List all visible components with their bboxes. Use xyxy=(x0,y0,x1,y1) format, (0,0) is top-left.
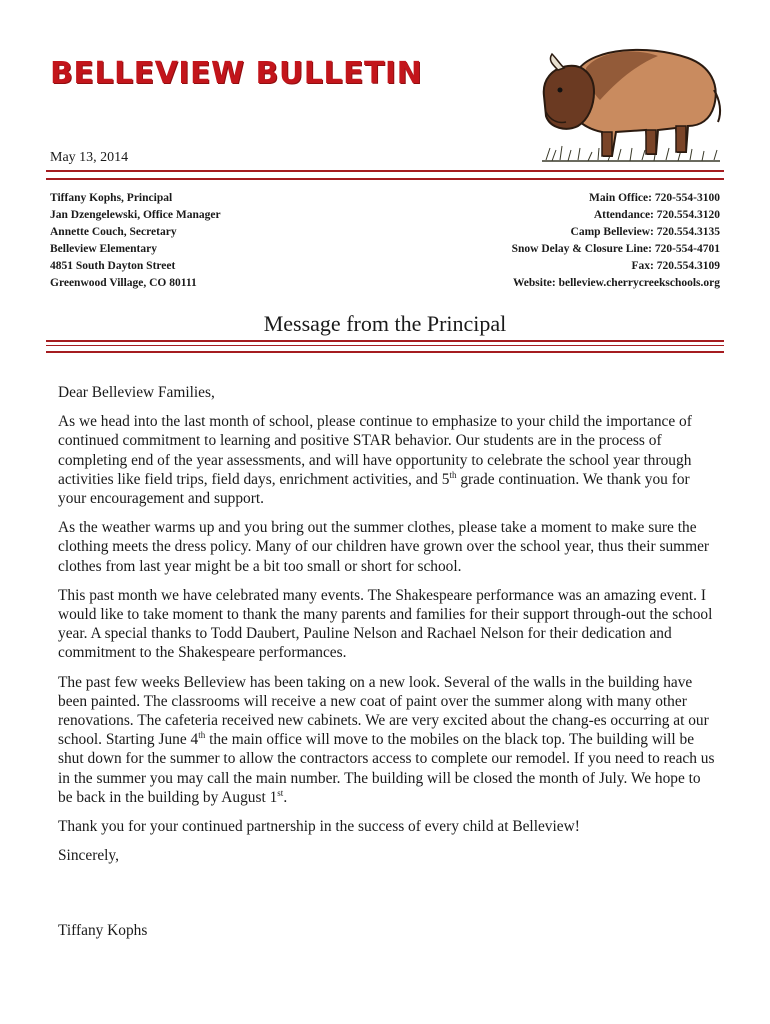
paragraph-text: As we head into the last month of school, please continue to emphasize to your child the importance of continued commitment to learning and positive STAR behavior. Our students are in the process of completing end of the year assessments, and will have opportunity to celebrate the school year through activities like field trips, field days, enrichment activities, and 5 xyxy=(58,413,692,488)
ordinal-suffix: th xyxy=(198,730,206,741)
ordinal-suffix: st xyxy=(277,787,284,798)
fax-line: Fax: 720.554.3109 xyxy=(631,260,720,273)
phone-contact-block xyxy=(512,190,720,293)
letter-paragraph xyxy=(58,412,718,508)
section-divider xyxy=(46,340,724,353)
website-line: Website: belleview.cherrycreekschools.org xyxy=(512,277,720,290)
staff-line: Jan Dzengelewski, Office Manager xyxy=(50,209,221,222)
issue-date: May 13, 2014 xyxy=(50,150,129,165)
paragraph-text: grade continuation. We thank you for your encouragement and support. xyxy=(58,470,690,508)
staff-line: Tiffany Kophs, Principal xyxy=(50,192,173,204)
staff-contact-block xyxy=(50,190,221,293)
phone-line: Attendance: 720.554.3120 xyxy=(593,209,720,222)
bison-mascot-image xyxy=(538,40,724,164)
paragraph-text: The past few weeks Belleview has been taking on a new look. Several of the walls in the building have been painted. The classrooms will receive a new coat of paint over the summer along with many other renovations. The cafeteria received new cabinets. We are very excited about the chang-es occurring at our school. Starting June 4 xyxy=(58,673,709,749)
phone-line: Camp Belleview: 720.554.3135 xyxy=(570,226,720,239)
phone-line: Main Office: 720-554-3100 xyxy=(589,192,720,204)
paragraph-text: . xyxy=(283,788,288,806)
section-heading: Message from the Principal xyxy=(263,311,507,336)
letter-paragraph xyxy=(58,673,718,807)
greeting: Dear Belleview Families, xyxy=(58,384,215,401)
closing: Sincerely, xyxy=(58,847,119,865)
city-address: Greenwood Village, CO 80111 xyxy=(50,277,197,290)
street-address: 4851 South Dayton Street xyxy=(50,260,176,273)
phone-line: Snow Delay & Closure Line: 720-554-4701 xyxy=(511,243,720,256)
signature: Tiffany Kophs xyxy=(58,922,148,939)
letter-paragraph: As the weather warms up and you bring out the summer clothes, please take a moment to make sure the clothing meets the dress policy. Many of our children have grown over the school year, thus their summer clothes from last year might be a bit too small or short for school. xyxy=(58,519,710,575)
header-divider xyxy=(46,170,724,180)
ordinal-suffix: th xyxy=(449,469,457,480)
staff-line: Annette Couch, Secretary xyxy=(50,226,177,239)
letter-paragraph: Thank you for your continued partnership in the success of every child at Belleview! xyxy=(58,818,580,836)
letter-paragraph: This past month we have celebrated many events. The Shakespeare performance was an amazing event. I would like to take moment to thank the many parents and families for their support through-out the school year. A special thanks to Todd Daubert, Pauline Nelson and Rachael Nelson for their dedication and commitment to the Shakespeare performances. xyxy=(58,586,713,662)
school-name: Belleview Elementary xyxy=(50,243,157,256)
bulletin-title: BELLEVIEW BULLETIN xyxy=(50,56,423,91)
letter-body xyxy=(58,383,718,875)
paragraph-text: the main office will move to the mobiles on the black top. The building will be shut down for the summer to allow the contractors access to complete our remodel. If you need to reach us in the summer you may call the main number. The building will be closed the month of July. We hope to be back in the building by August 1 xyxy=(58,731,715,806)
